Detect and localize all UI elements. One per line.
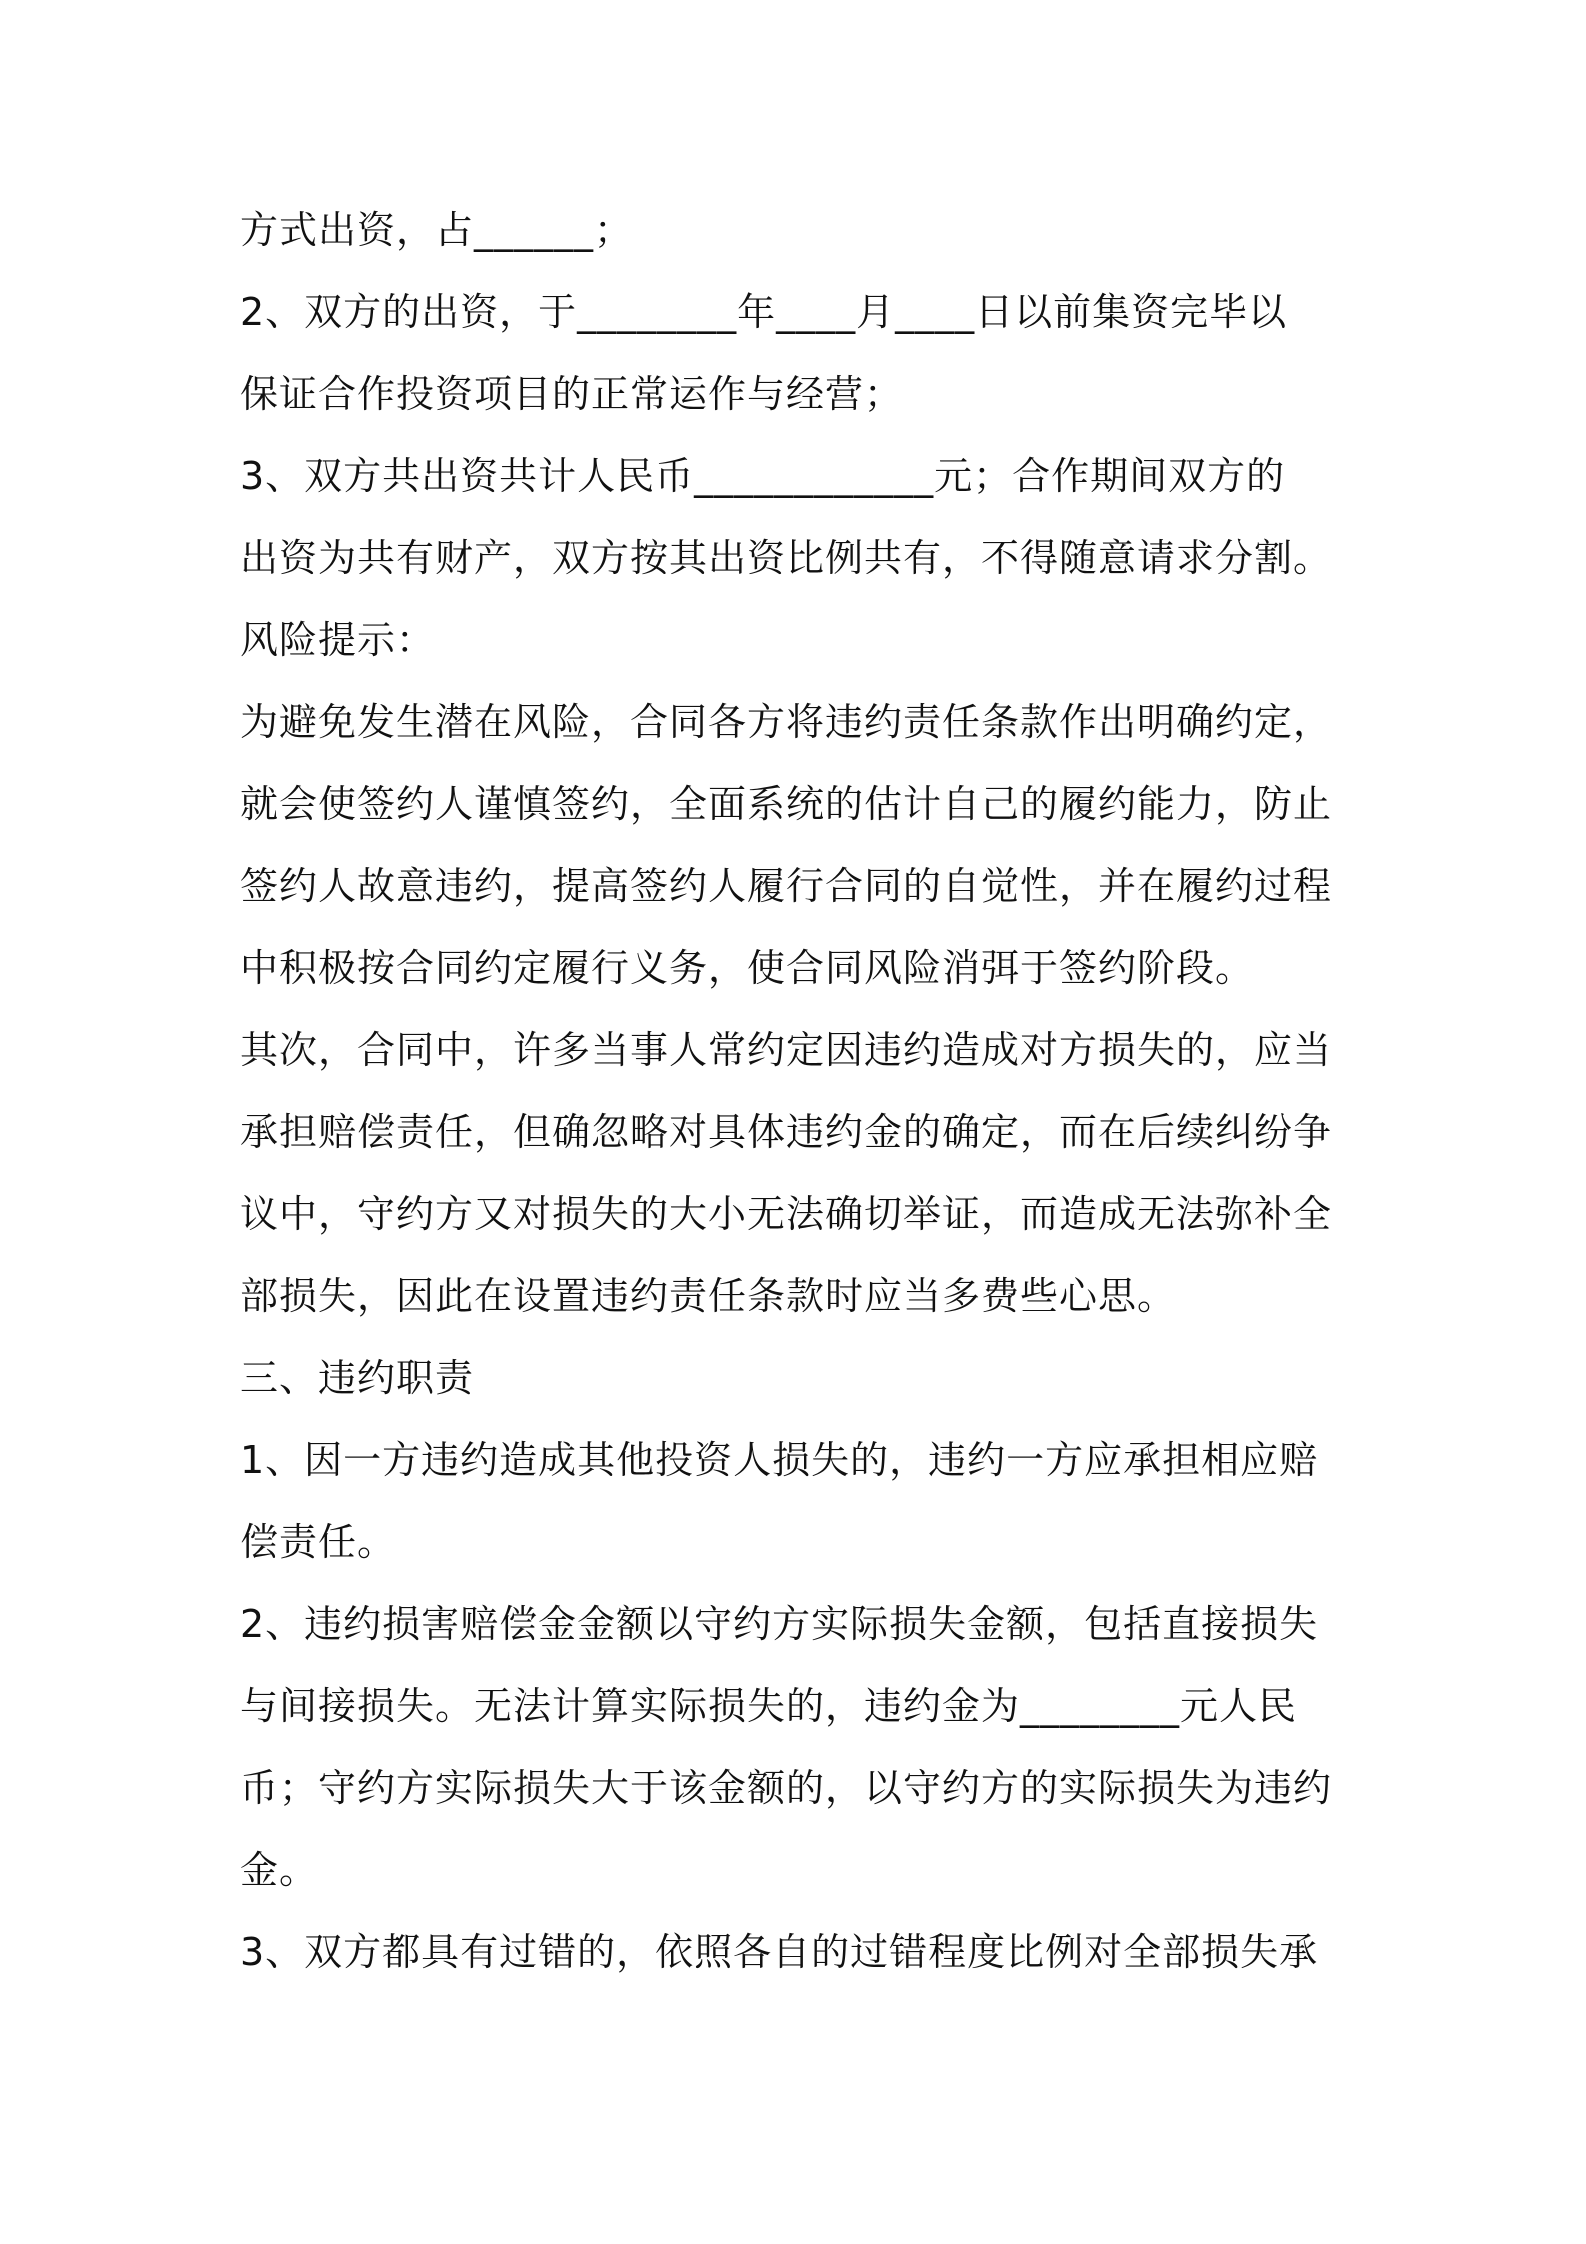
- text-line: 与间接损失。无法计算实际损失的，违约金为________元人民: [240, 1684, 1298, 1728]
- text-line: 承担赔偿责任，但确忽略对具体违约金的确定，而在后续纠纷争: [240, 1110, 1333, 1154]
- text-line: 2、违约损害赔偿金金额以守约方实际损失金额，包括直接损失: [240, 1602, 1319, 1646]
- text-line: 方式出资，占______；: [240, 208, 634, 252]
- text-line: 部损失，因此在设置违约责任条款时应当多费些心思。: [240, 1274, 1177, 1318]
- text-line: 议中，守约方又对损失的大小无法确切举证，而造成无法弥补全: [240, 1192, 1333, 1236]
- text-line: 保证合作投资项目的正常运作与经营；: [240, 372, 904, 416]
- text-line: 签约人故意违约，提高签约人履行合同的自觉性，并在履约过程: [240, 864, 1333, 908]
- text-line: 出资为共有财产，双方按其出资比例共有，不得随意请求分割。: [240, 536, 1333, 580]
- section-heading: 风险提示：: [240, 618, 436, 662]
- text-line: 为避免发生潜在风险，合同各方将违约责任条款作出明确约定，: [240, 700, 1333, 744]
- text-line: 币；守约方实际损失大于该金额的，以守约方的实际损失为违约: [240, 1766, 1333, 1810]
- text-line: 其次，合同中，许多当事人常约定因违约造成对方损失的，应当: [240, 1028, 1333, 1072]
- text-line: 就会使签约人谨慎签约，全面系统的估计自己的履约能力，防止: [240, 782, 1333, 826]
- text-line: 3、双方都具有过错的，依照各自的过错程度比例对全部损失承: [240, 1930, 1319, 1974]
- text-line: 偿责任。: [240, 1520, 397, 1564]
- section-heading: 三、违约职责: [240, 1356, 475, 1400]
- text-line: 金。: [240, 1848, 319, 1892]
- text-line: 1、因一方违约造成其他投资人损失的，违约一方应承担相应赔: [240, 1438, 1319, 1482]
- text-line: 中积极按合同约定履行义务，使合同风险消弭于签约阶段。: [240, 946, 1255, 990]
- text-line: 3、双方共出资共计人民币____________元；合作期间双方的: [240, 454, 1286, 498]
- text-line: 2、双方的出资，于________年____月____日以前集资完毕以: [240, 290, 1288, 334]
